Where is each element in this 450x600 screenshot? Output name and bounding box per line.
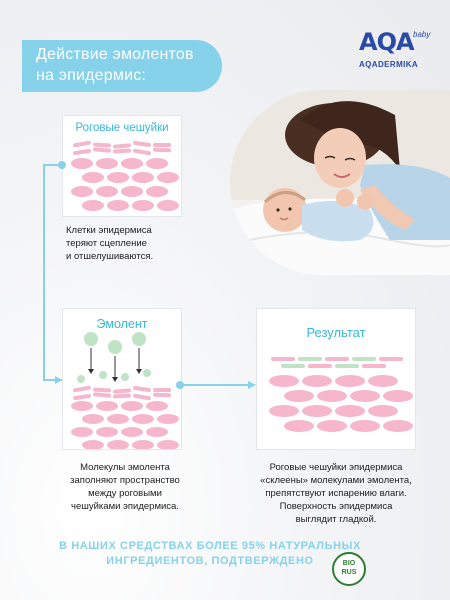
natural-ingredients-note xyxy=(40,539,380,569)
epidermis-cell xyxy=(71,186,93,197)
arrow-head xyxy=(248,381,256,389)
horny-scale xyxy=(153,393,171,398)
epidermis-cell xyxy=(96,427,118,437)
horny-scale xyxy=(133,148,151,155)
glued-scale xyxy=(362,364,386,368)
description-line: между роговыми xyxy=(88,488,162,499)
epidermis-cell xyxy=(82,414,104,424)
epidermis-cell xyxy=(157,200,179,211)
epidermis-cell xyxy=(146,186,168,197)
horny-scale xyxy=(153,143,171,147)
emollient-title: Эмолент xyxy=(96,317,148,331)
drop-arrow-head xyxy=(88,369,94,374)
horny-scale xyxy=(93,388,111,393)
emollient-card xyxy=(62,308,182,450)
epidermis-cell xyxy=(121,401,143,411)
horny-scale xyxy=(133,141,151,147)
epidermis-cell xyxy=(317,390,347,402)
horny-scale xyxy=(73,149,91,155)
glued-scale xyxy=(379,357,403,361)
emollient-molecule xyxy=(143,369,151,377)
emollient-molecule xyxy=(99,371,107,379)
epidermis-cell xyxy=(269,405,299,417)
glued-scale xyxy=(271,357,295,361)
epidermis-cell xyxy=(368,375,398,387)
description-line: Роговые чешуйки эпидермиса xyxy=(269,462,403,473)
description-line: Клетки эпидермиса xyxy=(66,225,152,236)
description-line: выглядит гладкой. xyxy=(295,514,377,525)
epidermis-cell xyxy=(383,390,413,402)
horny-scale xyxy=(73,140,91,147)
horny-scale xyxy=(153,388,171,392)
epidermis-cell xyxy=(335,375,365,387)
epidermis-cell xyxy=(107,200,129,211)
epidermis-cell xyxy=(71,427,93,437)
result-card xyxy=(256,308,416,450)
result-title: Результат xyxy=(306,325,366,340)
horny-scale xyxy=(73,394,91,400)
badge-line-2: RUS xyxy=(341,569,357,576)
epidermis-cell xyxy=(146,158,168,169)
emollient-molecule xyxy=(121,373,129,381)
epidermis-cell xyxy=(302,375,332,387)
epidermis-cell xyxy=(82,440,104,449)
horny-scale xyxy=(113,388,131,394)
epidermis-cell xyxy=(96,186,118,197)
epidermis-cell xyxy=(383,420,413,432)
description-line: препятствуют испарению влаги. xyxy=(265,488,407,499)
title-banner xyxy=(22,40,222,92)
epidermis-cell xyxy=(368,405,398,417)
brand-logo xyxy=(355,20,435,75)
arrow-head xyxy=(55,376,62,384)
horny-scale xyxy=(113,149,131,154)
glued-scale xyxy=(298,357,322,361)
glued-scale xyxy=(335,364,359,368)
epidermis-cell xyxy=(132,414,154,424)
epidermis-cell xyxy=(335,405,365,417)
epidermis-cell xyxy=(121,427,143,437)
description-line: и отшелушиваются. xyxy=(66,251,154,262)
epidermis-cell xyxy=(146,427,168,437)
epidermis-cell xyxy=(96,401,118,411)
horny-scale xyxy=(153,148,171,153)
glued-scale xyxy=(308,364,332,368)
brand-name: AQA xyxy=(359,28,414,56)
horny-scale xyxy=(93,143,111,148)
epidermis-cell xyxy=(284,390,314,402)
epidermis-cell xyxy=(71,401,93,411)
epidermis-cell xyxy=(269,375,299,387)
epidermis-cell xyxy=(284,420,314,432)
epidermis-cell xyxy=(132,440,154,449)
emollient-illustration xyxy=(63,309,181,449)
title-line-2: на эпидермис: xyxy=(36,67,147,84)
glued-scale xyxy=(352,357,376,361)
epidermis-cell xyxy=(302,405,332,417)
epidermis-cell xyxy=(82,200,104,211)
description-line: Поверхность эпидермиса xyxy=(279,501,393,512)
horny-scales-illustration xyxy=(63,116,181,216)
description-line: чешуйками эпидермиса. xyxy=(71,501,179,512)
epidermis-cell xyxy=(157,172,179,183)
emollient-description xyxy=(60,461,190,513)
brand-baby: baby xyxy=(413,30,431,39)
horny-scale xyxy=(73,385,91,392)
epidermis-cell xyxy=(317,420,347,432)
epidermis-cell xyxy=(121,158,143,169)
horny-scale xyxy=(133,393,151,400)
connector-vertical xyxy=(44,165,62,380)
epidermis-cell xyxy=(350,420,380,432)
epidermis-cell xyxy=(71,158,93,169)
epidermis-cell xyxy=(121,186,143,197)
epidermis-cell xyxy=(107,172,129,183)
horny-scale xyxy=(93,147,111,153)
glued-scale xyxy=(325,357,349,361)
epidermis-cell xyxy=(350,390,380,402)
epidermis-cell xyxy=(107,414,129,424)
mother-baby-photo xyxy=(230,90,450,275)
emollient-molecule xyxy=(77,375,85,383)
horny-scales-title: Роговые чешуйки xyxy=(75,122,169,134)
description-line: «склеены» молекулами эмолента, xyxy=(260,475,412,486)
badge-line-1: BIO xyxy=(342,560,356,567)
epidermis-cell xyxy=(132,172,154,183)
horny-scale xyxy=(93,392,111,398)
description-line: заполняют пространство xyxy=(70,475,180,486)
result-illustration xyxy=(257,309,415,449)
epidermis-cell xyxy=(96,158,118,169)
horny-scales-description xyxy=(66,224,196,263)
emollient-molecule xyxy=(84,332,98,346)
epidermis-cell xyxy=(157,414,179,424)
emollient-molecule xyxy=(108,340,122,354)
note-line-1: В НАШИХ СРЕДСТВАХ БОЛЕЕ 95% НАТУРАЛЬНЫХ xyxy=(59,540,361,552)
title-line-1: Действие эмолентов xyxy=(36,46,194,63)
horny-scale xyxy=(113,394,131,399)
note-line-2: ИНГРЕДИЕНТОВ, ПОДТВЕРЖДЕНО xyxy=(106,555,314,567)
horny-scale xyxy=(113,143,131,149)
result-description xyxy=(246,461,426,526)
epidermis-cell xyxy=(146,401,168,411)
drop-arrow-head xyxy=(136,369,142,374)
epidermis-cell xyxy=(157,440,179,449)
glued-scale xyxy=(281,364,305,368)
epidermis-cell xyxy=(82,172,104,183)
horny-scale xyxy=(133,386,151,392)
epidermis-cell xyxy=(107,440,129,449)
description-line: Молекулы эмолента xyxy=(80,462,170,473)
emollient-molecule xyxy=(132,332,146,346)
description-line: теряют сцепление xyxy=(66,238,147,249)
horny-scales-card xyxy=(62,115,182,217)
epidermis-cell xyxy=(132,200,154,211)
brand-sub: AQADERMIKA xyxy=(359,60,419,69)
biorus-badge-icon xyxy=(332,552,366,586)
drop-arrow-head xyxy=(112,377,118,382)
